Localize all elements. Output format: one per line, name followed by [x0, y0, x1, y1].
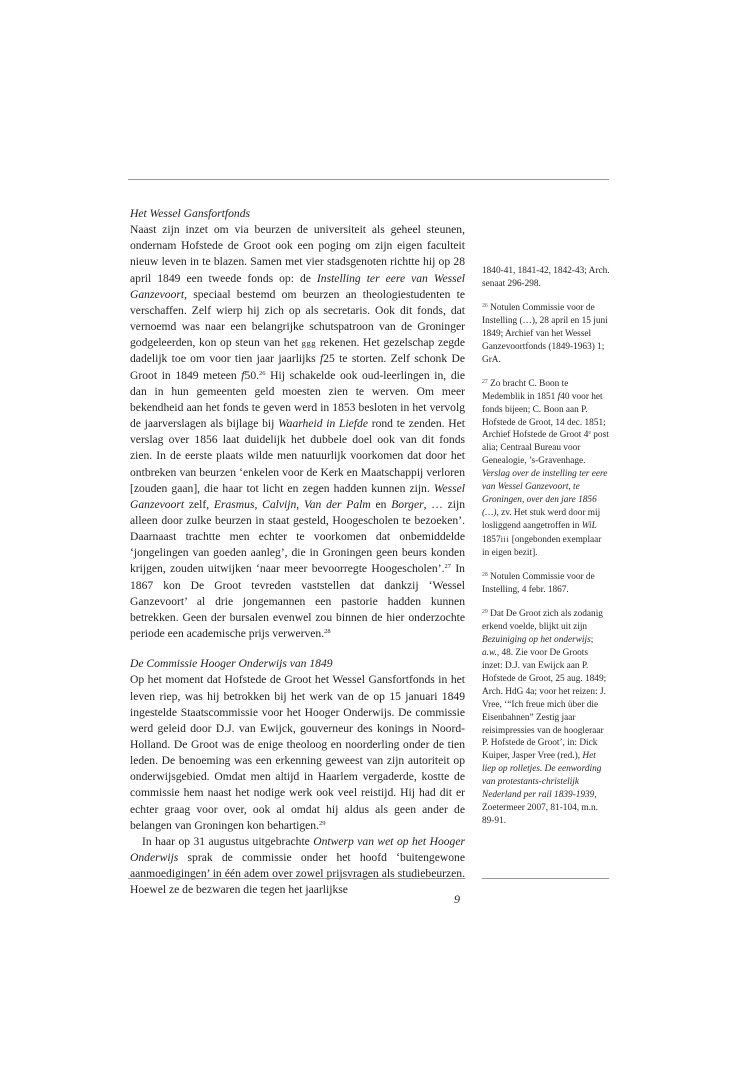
italic-abbrev: WiL [581, 521, 597, 532]
italic-title: Waarheid in Liefde [278, 417, 368, 431]
bottom-rule-main [128, 878, 465, 879]
footnote-28 [482, 571, 610, 597]
italic-name: Van der Palm [303, 497, 371, 511]
footnotes-column [482, 265, 610, 839]
footnote-text: [ongebonden exemplaar in eigen bezit]. [482, 535, 602, 559]
footnote-26 [482, 302, 610, 367]
italic-name: Wessel Ganzevoort [130, 481, 465, 511]
footnote-text: , Zoetermeer 2007, 81-104, m.n. 89-91. [482, 790, 598, 827]
footnote-number: 29 [482, 608, 488, 615]
footnote-29 [482, 608, 610, 828]
footnote-ref-26[interactable]: 26 [259, 369, 266, 377]
footnote-text: Notulen Commissie voor de Instelling, 4 febr. 1867. [482, 572, 595, 595]
italic-title: Instelling ter eere van Wessel Ganzevoort [130, 271, 465, 301]
italic-title: Het liep op rolletjes. De eenwording van protestants-christelijk Nederland per rail 1839-1939 [482, 751, 602, 801]
text-run: , speciaal bestemd om beurzen an theologiestudenten te verschaffen. Zelf wierp hij zich op als secretaris. Ook dit fonds, dat vernoemd was naar een belangrijke schutspatroon van de Groninger godgeleerden, kon op steun van het [130, 287, 465, 350]
page-number: 9 [454, 892, 460, 906]
text-run: In 1867 kon De Groot tevreden vaststellen dat dankzij ‘Wessel Ganzevoort’ al drie jongemannen een pastorie hadden kunnen betrekken. Geen der bursalen evenwel zou binnen de hier onderzochte periode een academische prijs verwerven. [130, 562, 465, 641]
italic-name: Erasmus [213, 497, 255, 511]
text-run: 50. [244, 368, 260, 382]
italic-name: Calvijn [262, 497, 297, 511]
text-run: Op het moment dat Hofstede de Groot het Wessel Gansfortfonds in het leven riep, was hij betrokken bij het werk van de op 15 januari 1849 ingestelde Staatscommissie voor het Hooger Onderwijs. De commissie werd geleid door D.J. van Ewijck, gouverneur des konings in Noord-Holland. De Groot was de enige theoloog en noorderling onder de tien leden. De benoeming was een erkenning geweest van zijn autoriteit op onderwijsgebied. Omdat men altijd in Haarlem vergaderde, kostte de commissie hem naast het nodige werk ook veel reistijd. Hij had dit er echter graag voor over, ook al omdat hij aldus als geen ander de belangen van Groningen kon behartigen. [130, 673, 465, 832]
text-run: rond te zenden. Het verslag over 1856 laat duidelijk het dubbele doel ook van dit fonds zien. In de eerste plaats wilde men natuurlijk voorkomen dat door het ontbreken van beurzen ‘enkelen voor de Kerk en Maatschappij verloren [zouden gaan], die haar tot licht en zegen hadden kunnen zijn. [130, 417, 465, 495]
footnote-text: , 48. Zie voor De Groots inzet: D.J. van Ewijck aan P. Hofstede de Groot, 25 aug. 1849; Arch. HdG 4a; voor het reizen: J. Vree, ‘“Ich freue mich über die Eisenbahnen” Zestig jaar reisimpressies van de hoogleraar P. Hofstede de Groot’, in: Dick Kuiper, Jasper Vree (red.), [482, 647, 607, 762]
footnote-25-continued: 1840-41, 1841-42, 1842-43; Arch. senaat 296-298. [482, 266, 610, 289]
footnote-ref-28[interactable]: 28 [324, 628, 331, 636]
text-run: rekenen. Het gezelschap zegde dadelijk toe om voor tien jaar jaarlijks [130, 336, 465, 366]
footnote-number: 27 [482, 378, 488, 385]
florin-sign: f [557, 391, 561, 402]
bottom-rule-notes [482, 878, 609, 879]
florin-sign: f [320, 352, 324, 366]
small-caps-numeral: iii [500, 534, 510, 545]
italic-abbrev: a.w. [482, 647, 497, 658]
text-run: , … zijn alleen door zulke beurzen in staat gesteld, Hoogescholen te bezoeken’. Daarnaast trachtte men echter te voorkomen dat onbemiddelde ‘jongelingen van goeden aanleg’, die in Groningen geen beurs konden krijgen, zouden uitwijken ‘naar meer bevoorregte Hoogescholen’. [130, 497, 466, 576]
text-run: zelf, [184, 497, 214, 511]
text-run: Hij schakelde ook oud-leerlingen in, die dan in hun gemeenten geld moesten zien te werven. Om meer bekendheid aan het fonds te geven werd in 1853 besloten in het vervolg de jaarverslagen als bijlage bij [130, 368, 465, 431]
footnote-text: 1857 [482, 535, 501, 546]
paragraph-ontwerp [130, 834, 465, 899]
text-run: 25 te storten. Zelf schonk De Groot in 1849 meteen [130, 352, 465, 382]
superscript: e [588, 430, 591, 437]
footnote-ref-27[interactable]: 27 [444, 563, 451, 571]
italic-name: Borger [391, 497, 424, 511]
footnote-text: Zo bracht C. Boon te Medemblik in 1851 [482, 378, 569, 402]
footnote-number: 26 [482, 302, 488, 309]
paragraph-commissie [130, 672, 465, 834]
footnote-text: Notulen Commissie voor de Instelling (…), 28 april en 15 juni 1849; Archief van het Wessel Ganzevoortfonds (1849-1963) 1; GrA. [482, 302, 608, 365]
small-caps-abbrev: ggg [301, 338, 317, 349]
section-heading-commissie: De Commissie Hooger Onderwijs van 1849 [130, 657, 333, 671]
paragraph-fonds [130, 222, 465, 642]
text-run: In haar op 31 augustus uitgebrachte [142, 834, 314, 848]
section-heading-wessel-gansfortfonds: Het Wessel Gansfortfonds [130, 207, 251, 220]
italic-title: Bezuiniging op het onderwijs [482, 634, 591, 645]
text-run: , [254, 497, 263, 511]
text-run: en [370, 497, 392, 511]
footnote-27 [482, 378, 610, 560]
text-run: , [296, 497, 304, 511]
footnote-text: post alia; Centraal Bureau voor Genealogie, ’s-Gravenhage. [482, 430, 609, 467]
footnote-text: 40 voor het fonds bijeen; C. Boon aan P. Hofstede de Groot, 14 dec. 1851; Archief Hofstede de Groot 4 [482, 391, 606, 441]
top-rule [128, 179, 609, 180]
text-run: sprak de commissie onder het hoofd ‘buitengewone aanmoedigingen’ in één adem over zowel prijsvragen als studiebeurzen. Hoewel ze de bezwaren die tegen het jaarlijkse [130, 851, 465, 897]
florin-sign: f [241, 368, 245, 382]
italic-title: Verslag over de instelling ter eere van Wessel Ganzevoort, te Groningen, over den jare 1856 (…) [482, 469, 608, 519]
italic-title: Ontwerp van wet op het Hooger Onderwijs [130, 834, 465, 865]
text-run: Naast zijn inzet om via beurzen de universiteit als geheel steunen, ondernam Hofstede de Groot ook een poging om zijn eigen faculteit nieuw leven in te blazen. Samen met vier stadsgenoten richtte hij op 28 april 1849 een tweede fonds op: de [130, 223, 465, 285]
footnote-text: ; [590, 634, 594, 645]
footnote-text: Dat De Groot zich als zodanig erkend voelde, blijkt uit zijn [482, 608, 603, 632]
footnote-text: , zv. Het stuk werd door mij losliggend aangetroffen in [482, 508, 601, 532]
footnote-number: 28 [482, 572, 488, 579]
footnote-ref-29[interactable]: 29 [318, 819, 326, 827]
main-text [130, 206, 465, 899]
